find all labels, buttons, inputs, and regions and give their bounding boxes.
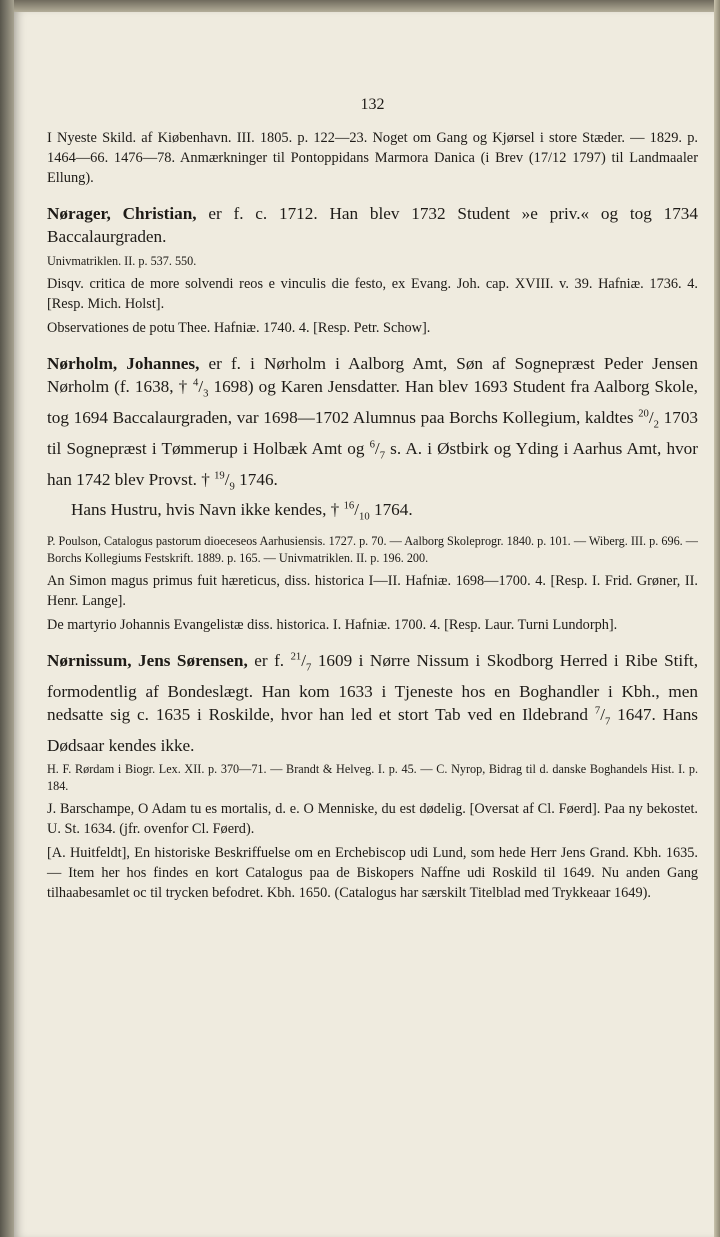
entry-references: H. F. Rørdam i Biogr. Lex. XII. p. 370—71. — Brandt & Helveg. I. p. 45. — C. Nyrop, Bidrag til d. danske Boghandels Hist. I. p. 184. — [47, 762, 698, 794]
entry-work: Observationes de potu Thee. Hafniæ. 1740. 4. [Resp. Petr. Schow]. — [47, 319, 431, 336]
entry-work: Disqv. critica de more solvendi reos e vinculis die festo, ex Evang. Joh. cap. XVIII. v. 39. Hafniæ. 1736. 4. [Resp. Mich. Holst]. — [47, 275, 698, 312]
entry-references: Univmatriklen. II. p. 537. 550. — [47, 253, 197, 268]
entry-work: De martyrio Johannis Evangelistæ diss. historica. I. Hafniæ. 1700. 4. [Resp. Laur. Turni Lundorph]. — [47, 616, 618, 633]
entry-bio: Nørager, Christian, er f. c. 1712. Han blev 1732 Student »e priv.« og tog 1734 Baccalaurgraden. — [47, 204, 698, 247]
page-right-edge — [714, 0, 720, 1237]
book-top-edge — [0, 0, 720, 12]
intro-paragraph: I Nyeste Skild. af Kiøbenhavn. III. 1805. p. 122—23. Noget om Gang og Kjørsel i store Stæder. — 1829. p. 1464—66. 1476—78. Anmærkninger til Pontoppidans Marmora Danica (i Brev (17/12 1797) til Landmaaler Ellung). — [47, 130, 698, 186]
entry-name: Nørnissum, Jens Sørensen, — [47, 650, 248, 670]
entry-nornissum — [47, 649, 698, 903]
entry-norholm — [47, 352, 698, 635]
entry-name: Nørager, Christian, — [47, 204, 197, 223]
entry-norager — [47, 202, 698, 338]
entry-references: P. Poulson, Catalogus pastorum dioeceseos Aarhusiensis. 1727. p. 70. — Aalborg Skoleprogr. 1840. p. 101. — Wiberg. III. p. 696. — Borchs Kollegiums Festskrift. 1889. p. 165. — Univmatriklen. II. p. 196. 200. — [47, 534, 698, 566]
entry-bio: Nørnissum, Jens Sørensen, er f. $^{21}/_7$ 1609 i Nørre Nissum i Skodborg Herred i Ribe Stift, formodentlig af Bondeslægt. Han kom 1633 i Tjeneste hos en Boghandler i Kbh., men nedsatte sig c. 1635 i Roskilde, hvor han led et stort Tab ved en Ildebrand $^7/_7$ 1647. Hans Dødsaar kendes ikke. — [47, 650, 699, 755]
entry-wife: Hans Hustru, hvis Navn ikke kendes, † $^{16}/_{10}$ 1764. — [71, 500, 413, 523]
entry-work: J. Barschampe, O Adam tu es mortalis, d. e. O Menniske, du est dødelig. [Oversat af Cl. Føerd]. Paa ny bekostet. U. St. 1634. (jfr. ovenfor Cl. Føerd). — [47, 800, 698, 837]
entry-name: Nørholm, Johannes, — [47, 353, 200, 373]
page-content — [47, 96, 698, 903]
entry-work: An Simon magus primus fuit hæreticus, diss. historica I—II. Hafniæ. 1698—1700. 4. [Resp. I. Frid. Grøner, II. Henr. Lange]. — [47, 572, 698, 609]
book-spine-edge — [0, 0, 14, 1237]
entry-work: [A. Huitfeldt], En historiske Beskriffuelse om en Erchebiscop udi Lund, som hede Herr Jens Grand. Kbh. 1635. — Item her hos findes en kort Catalogus paa de Biskopers Naffne udi Roskild til 1649. Nu anden Gang tilhaabesamlet oc til trycken befodret. Kbh. 1650. (Catalogus har særskilt Titelblad med Trykkeaar 1649). — [47, 844, 698, 901]
entry-bio: Nørholm, Johannes, er f. i Nørholm i Aalborg Amt, Søn af Sognepræst Peder Jensen Nørholm (f. 1638, † $^4/_3$ 1698) og Karen Jensdatter. Han blev 1693 Student fra Aalborg Skole, tog 1694 Baccalaurgraden, var 1698—1702 Alumnus paa Borchs Kollegium, kaldtes $^{20}/_2$ 1703 til Sognepræst i Tømmerup i Holbæk Amt og $^6/_7$ s. A. i Østbirk og Yding i Aarhus Amt, hvor han 1742 blev Provst. † $^{19}/_9$ 1746. — [47, 353, 699, 492]
page-number: 132 — [360, 96, 385, 113]
